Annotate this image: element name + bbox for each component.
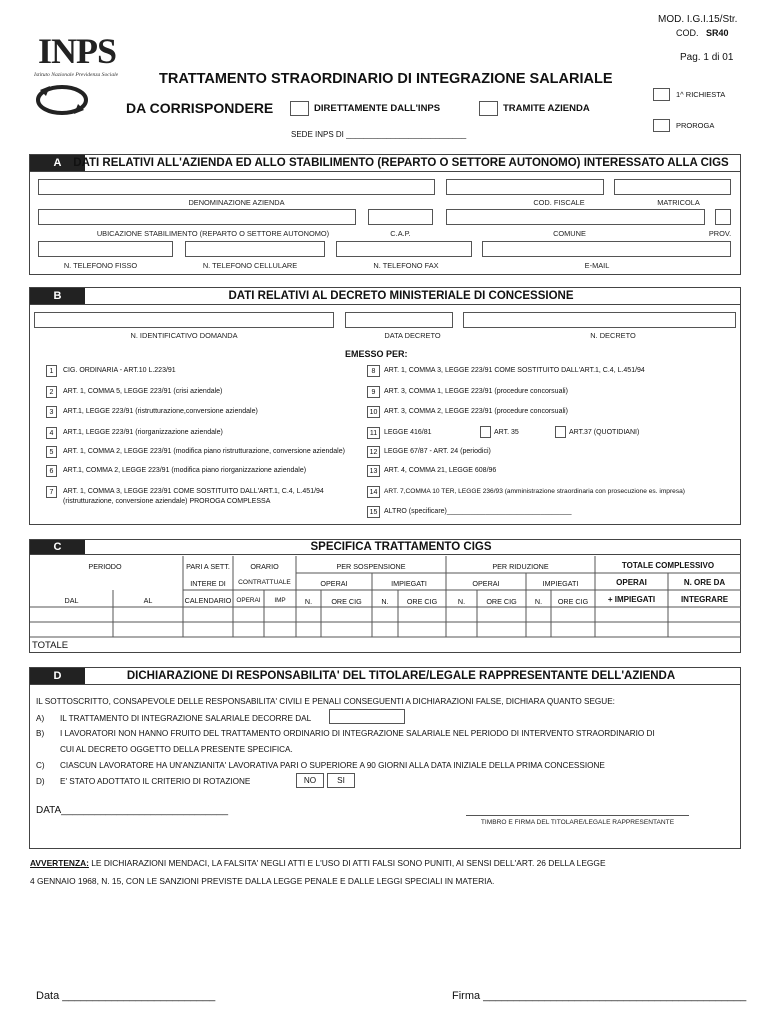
decorrenza-field[interactable] <box>329 709 405 724</box>
n-decreto-field[interactable] <box>463 312 736 328</box>
col-totale-complessivo: TOTALE COMPLESSIVO <box>621 561 715 570</box>
col-n-3: N. <box>457 597 466 606</box>
ubicazione-label: UBICAZIONE STABILIMENTO (REPARTO O SETTORE AUTONOMO) <box>96 229 330 238</box>
emesso-option-1-checkbox[interactable]: 1 <box>46 365 57 377</box>
cod-fiscale-label: COD. FISCALE <box>533 198 585 207</box>
section-b-title: DATI RELATIVI AL DECRETO MINISTERIALE DI CONCESSIONE <box>228 290 574 302</box>
cap-label: C.A.P. <box>390 229 411 238</box>
section-d-title: DICHIARAZIONE DI RESPONSABILITA' DEL TITOLARE/LEGALE RAPPRESENTANTE DELL'AZIENDA <box>126 670 676 682</box>
col-pari-sett: PARI A SETT. <box>186 562 230 571</box>
tel-cell-field[interactable] <box>185 241 325 257</box>
comune-field[interactable] <box>446 209 705 225</box>
data-decreto-label: DATA DECRETO <box>384 331 441 340</box>
emesso-option-12-label: LEGGE 67/87 - ART. 24 (periodici) <box>384 448 491 455</box>
proroga-checkbox[interactable] <box>653 119 670 132</box>
col-n-2: N. <box>381 597 389 606</box>
tel-fisso-label: N. TELEFONO FISSO <box>63 261 138 270</box>
direttamente-checkbox[interactable] <box>290 101 309 116</box>
col-per-riduzione: PER RIDUZIONE <box>492 562 549 571</box>
emesso-option-9-label: ART. 3, COMMA 1, LEGGE 223/91 (procedure concorsuali) <box>384 388 568 395</box>
col-ore-4: ORE CIG <box>557 597 589 606</box>
col-calendario: CALENDARIO <box>184 596 232 605</box>
rotazione-no-option[interactable]: NO <box>296 773 324 788</box>
decl-b-text: I LAVORATORI NON HANNO FRUITO DEL TRATTAMENTO ORDINARIO DI INTEGRAZIONE SALARIALE NEL PERIODO DI INTERVENTO STRAORDINARIO DI <box>60 729 655 738</box>
emesso-option-4-label: ART.1, LEGGE 223/91 (riorganizzazione aziendale) <box>63 429 223 436</box>
prov-field[interactable] <box>715 209 731 225</box>
emesso-option-5-label: ART. 1, COMMA 2, LEGGE 223/91 (modifica piano ristrutturazione, conversione aziendale) <box>63 448 345 455</box>
col-n-1: N. <box>304 597 313 606</box>
fax-field[interactable] <box>336 241 472 257</box>
firma-line <box>466 815 689 816</box>
emesso-option-7-label-2: (ristrutturazione, conversione aziendale) PROROGA COMPLESSA <box>63 498 271 505</box>
col-rid-impiegati: IMPIEGATI <box>542 579 579 588</box>
declaration-intro: IL SOTTOSCRITTO, CONSAPEVOLE DELLE RESPONSABILITA' CIVILI E PENALI CONSEGUENTI A DICHIARAZIONI FALSE, DICHIARA QUANTO SEGUE: <box>36 697 615 706</box>
comune-label: COMUNE <box>553 229 586 238</box>
emesso-option-10-checkbox[interactable]: 10 <box>367 406 380 418</box>
direttamente-label: DIRETTAMENTE DALL'INPS <box>314 103 441 114</box>
emesso-option-8-label: ART. 1, COMMA 3, LEGGE 223/91 COME SOSTITUITO DALL'ART.1, C.4, L.451/94 <box>384 367 645 374</box>
decl-c-text: CIASCUN LAVORATORE HA UN'ANZIANITA' LAVORATIVA PARI O SUPERIORE A 90 GIORNI ALLA DATA INIZIALE DELLA PRIMA CONCESSIONE <box>60 761 605 770</box>
tramite-checkbox[interactable] <box>479 101 498 116</box>
emesso-option-2-checkbox[interactable]: 2 <box>46 386 57 398</box>
cod-value: SR40 <box>706 28 729 38</box>
emesso-option-11-checkbox[interactable]: 11 <box>367 427 380 439</box>
sede-inps: SEDE INPS DI ___________________________ <box>291 130 467 139</box>
col-sosp-operai: OPERAI <box>320 579 348 588</box>
emesso-option-7-label: ART. 1, COMMA 3, LEGGE 223/91 COME SOSTITUITO DALL'ART.1, C.4, L.451/94 <box>63 488 324 495</box>
col-intere-di: INTERE DI <box>190 579 226 588</box>
firma-caption: TIMBRO E FIRMA DEL TITOLARE/LEGALE RAPPRESENTANTE <box>480 819 675 826</box>
cod-fiscale-field[interactable] <box>446 179 604 195</box>
form-title: TRATTAMENTO STRAORDINARIO DI INTEGRAZIONE SALARIALE <box>159 71 613 87</box>
col-integrare: INTEGRARE <box>680 595 729 604</box>
logo-arrows-icon <box>34 80 94 120</box>
avvertenza-text: LE DICHIARAZIONI MENDACI, LA FALSITA' NEGLI ATTI E L'USO DI ATTI FALSI SONO PUNITI, AI SENSI DELL'ART. 26 DELLA LEGGE <box>88 858 606 868</box>
proroga-label: PROROGA <box>676 121 715 130</box>
fax-label: N. TELEFONO FAX <box>373 261 439 270</box>
col-ore-1: ORE CIG <box>331 597 362 606</box>
avvertenza <box>30 858 606 868</box>
section-c-letter: C <box>30 540 85 554</box>
matricola-label: MATRICOLA <box>657 198 700 207</box>
art35-label: ART. 35 <box>494 429 519 436</box>
emesso-option-14-checkbox[interactable]: 14 <box>367 486 380 498</box>
section-b-letter: B <box>30 288 85 304</box>
matricola-field[interactable] <box>614 179 731 195</box>
col-dal: DAL <box>64 596 79 605</box>
col-n-4: N. <box>534 597 543 606</box>
emesso-option-5-checkbox[interactable]: 5 <box>46 446 57 458</box>
emesso-option-2-label: ART. 1, COMMA 5, LEGGE 223/91 (crisi aziendale) <box>63 388 223 395</box>
emesso-option-8-checkbox[interactable]: 8 <box>367 365 380 377</box>
richiesta-label: 1^ RICHIESTA <box>676 90 726 99</box>
col-periodo: PERIODO <box>88 562 122 571</box>
da-corrispondere: DA CORRISPONDERE <box>126 100 274 116</box>
col-ore-3: ORE CIG <box>486 597 517 606</box>
emesso-option-7-checkbox[interactable]: 7 <box>46 486 57 498</box>
denominazione-field[interactable] <box>38 179 435 195</box>
col-n-ore-da: N. ORE DA <box>683 578 726 587</box>
emesso-option-15-label: ALTRO (specificare)________________________________ <box>384 508 572 515</box>
decl-c-letter: C) <box>36 761 45 770</box>
emesso-option-3-label: ART.1, LEGGE 223/91 (ristrutturazione,conversione aziendale) <box>63 408 258 415</box>
col-orario-operai: OPERAI <box>236 597 261 604</box>
avvertenza-label: AVVERTENZA: <box>30 858 89 868</box>
n-decreto-label: N. DECRETO <box>590 331 636 340</box>
art35-checkbox[interactable] <box>480 426 491 438</box>
col-contrattuale: CONTRATTUALE <box>238 579 291 586</box>
emesso-option-3-checkbox[interactable]: 3 <box>46 406 57 418</box>
col-al: AL <box>143 596 153 605</box>
id-domanda-field[interactable] <box>34 312 334 328</box>
emesso-option-13-label: ART. 4, COMMA 21, LEGGE 608/96 <box>384 467 497 474</box>
emesso-per: EMESSO PER: <box>345 349 408 359</box>
cod-label: COD. <box>676 28 699 38</box>
tramite-label: TRAMITE AZIENDA <box>503 103 590 114</box>
emesso-option-6-label: ART.1, COMMA 2, LEGGE 223/91 (modifica piano riorganizzazione aziendale) <box>63 467 307 474</box>
prov-label: PROV. <box>708 229 732 238</box>
totale-row-label: TOTALE <box>32 640 69 651</box>
emesso-option-11-label: LEGGE 416/81 <box>384 429 432 436</box>
col-rid-operai: OPERAI <box>472 579 500 588</box>
col-tot-operai: OPERAI <box>616 578 647 587</box>
emesso-option-10-label: ART. 3, COMMA 2, LEGGE 223/91 (procedure concorsuali) <box>384 408 568 415</box>
col-orario: ORARIO <box>250 562 279 571</box>
col-orario-imp: IMP <box>274 597 286 604</box>
data-decreto-field[interactable] <box>345 312 453 328</box>
section-a-letter: A <box>30 155 85 171</box>
avvertenza-text2: 4 GENNAIO 1968, N. 15, CON LE SANZIONI PREVISTE DALLA LEGGE PENALE E DALLE LEGGI SPECIALI IN MATERIA. <box>30 876 495 886</box>
emesso-option-9-checkbox[interactable]: 9 <box>367 386 380 398</box>
page-number: Pag. 1 di 01 <box>680 52 734 63</box>
emesso-option-12-checkbox[interactable]: 12 <box>367 446 380 458</box>
denominazione-label: DENOMINAZIONE AZIENDA <box>188 198 285 207</box>
tel-fisso-field[interactable] <box>38 241 173 257</box>
ubicazione-field[interactable] <box>38 209 356 225</box>
decl-d-text: E' STATO ADOTTATO IL CRITERIO DI ROTAZIONE <box>60 777 251 786</box>
emesso-option-15-checkbox[interactable]: 15 <box>367 506 380 518</box>
art37-label: ART.37 (QUOTIDIANI) <box>569 429 640 436</box>
decl-a-letter: A) <box>36 714 45 723</box>
col-ore-2: ORE CIG <box>406 597 438 606</box>
email-label: E-MAIL <box>584 261 610 270</box>
emesso-option-13-checkbox[interactable]: 13 <box>367 465 380 477</box>
rotazione-si-option[interactable]: SI <box>327 773 355 788</box>
emesso-option-6-checkbox[interactable]: 6 <box>46 465 57 477</box>
module-code: MOD. I.G.I.15/Str. <box>658 14 738 25</box>
col-sosp-impiegati: IMPIEGATI <box>391 579 427 588</box>
emesso-option-1-label: CIG. ORDINARIA - ART.10 L.223/91 <box>63 367 176 374</box>
col-tot-impiegati: + IMPIEGATI <box>607 595 656 604</box>
emesso-option-14-label: ART. 7,COMMA 10 TER, LEGGE 236/93 (amministrazione straordinaria con prosecuzione es. impresa) <box>384 488 685 495</box>
emesso-option-4-checkbox[interactable]: 4 <box>46 427 57 439</box>
cap-field[interactable] <box>368 209 433 225</box>
logo-text: INPS <box>38 31 117 71</box>
section-c-title: SPECIFICA TRATTAMENTO CIGS <box>310 541 492 553</box>
section-d-letter: D <box>30 668 85 684</box>
footer-firma: Firma ___________________________________________ <box>452 990 747 1002</box>
logo-subtitle: Istituto Nazionale Previdenza Sociale <box>34 72 119 78</box>
tel-cell-label: N. TELEFONO CELLULARE <box>202 261 298 270</box>
richiesta-checkbox[interactable] <box>653 88 670 101</box>
decl-b-letter: B) <box>36 729 45 738</box>
art37-checkbox[interactable] <box>555 426 566 438</box>
decl-b-text2: CUI AL DECRETO OGGETTO DELLA PRESENTE SPECIFICA. <box>60 745 293 754</box>
email-field[interactable] <box>482 241 731 257</box>
decl-a-text: IL TRATTAMENTO DI INTEGRAZIONE SALARIALE DECORRE DAL <box>60 714 312 723</box>
footer-data: Data _________________________ <box>36 990 216 1002</box>
declaration-date: DATA______________________________ <box>36 805 229 816</box>
id-domanda-label: N. IDENTIFICATIVO DOMANDA <box>130 331 238 340</box>
col-per-sospensione: PER SOSPENSIONE <box>336 562 406 571</box>
decl-d-letter: D) <box>36 777 45 786</box>
section-a-title: DATI RELATIVI ALL'AZIENDA ED ALLO STABILIMENTO (REPARTO O SETTORE AUTONOMO) INTERESSATO ALLA CIGS <box>73 157 729 169</box>
